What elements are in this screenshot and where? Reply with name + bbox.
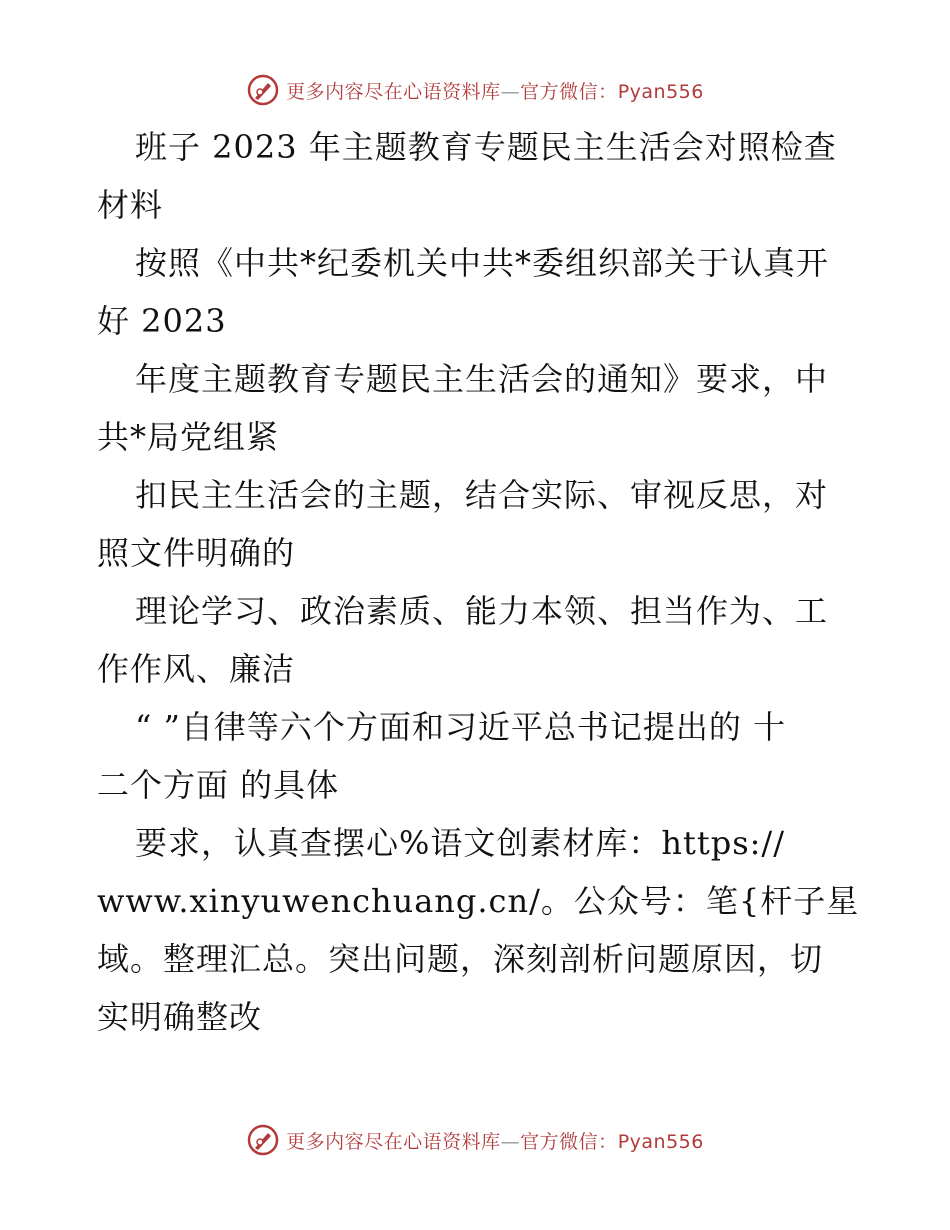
text-line: 材料 (97, 186, 164, 224)
watermark-dash: — (500, 80, 521, 103)
text-line: 要求，认真查摆心%语文创素材库：https:// (135, 824, 785, 862)
text-line: 年度主题教育专题民主生活会的通知》要求，中 (135, 360, 829, 398)
watermark-text (286, 77, 704, 104)
watermark-id: Pyan556 (617, 1130, 704, 1153)
watermark-id: Pyan556 (617, 80, 704, 103)
footer-watermark (0, 1120, 950, 1160)
text-line: 实明确整改 (97, 998, 263, 1036)
watermark-site: 更多内容尽在心语资料库 (286, 1130, 501, 1153)
text-line: www.xinyuwenchuang.cn/。公众号：笔{杆子星 (97, 882, 860, 920)
text-line: 作作风、廉洁 (97, 650, 296, 688)
document-body (97, 118, 860, 1046)
text-line: 域。整理汇总。突出问题，深刻剖析问题原因，切 (97, 940, 824, 978)
text-line: 班子 2023 年主题教育专题民主生活会对照检查 (135, 128, 837, 166)
quill-logo-icon (246, 1123, 280, 1157)
text-line: 好 2023 (97, 302, 227, 340)
text-line: 二个方面 的具体 (97, 766, 340, 804)
text-line: 共*局党组紧 (97, 418, 280, 456)
text-line: “ ”自律等六个方面和习近平总书记提出的 十 (135, 708, 787, 746)
watermark-dash: — (500, 1130, 521, 1153)
quill-logo-icon (246, 73, 280, 107)
watermark-site: 更多内容尽在心语资料库 (286, 80, 501, 103)
text-line: 理论学习、政治素质、能力本领、担当作为、工 (135, 592, 829, 630)
text-line: 按照《中共*纪委机关中共*委组织部关于认真开 (135, 244, 830, 282)
watermark-label: 官方微信： (520, 80, 618, 103)
watermark-label: 官方微信： (520, 1130, 618, 1153)
watermark-text (286, 1127, 704, 1154)
text-line: 扣民主生活会的主题，结合实际、审视反思，对 (135, 476, 829, 514)
text-line: 照文件明确的 (97, 534, 296, 572)
header-watermark (0, 70, 950, 110)
